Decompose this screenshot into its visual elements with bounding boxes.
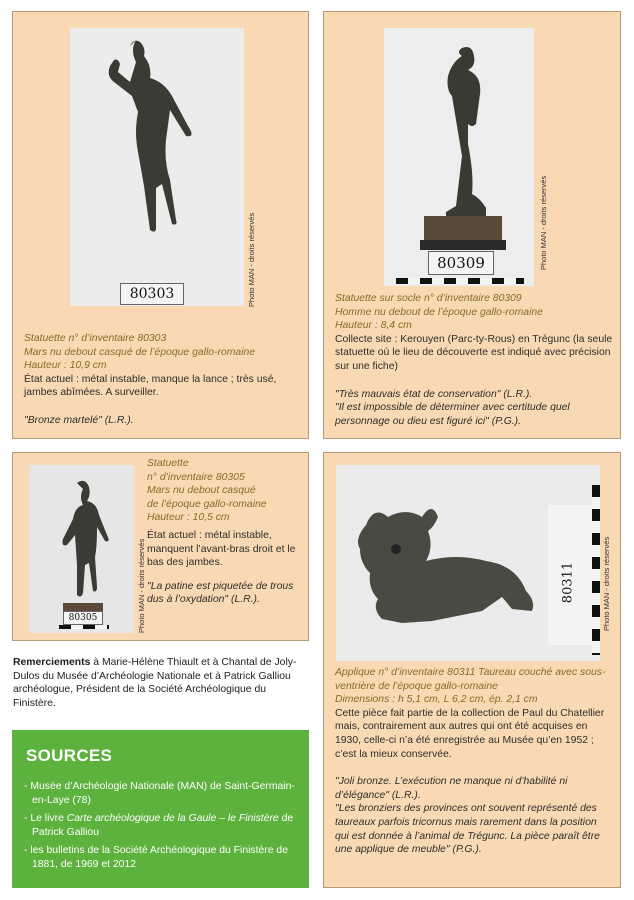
condition-text: État actuel : métal instable, manque la lance ; très usé, jambes abîmées. A surveiller.	[24, 373, 277, 399]
caption-title: Statuette sur socle n° d’inventaire 80309	[335, 293, 522, 304]
source-item: - les bulletins de la Société Archéologique du Finistère de 1881, de 1969 et 2012	[24, 845, 288, 870]
photo-credit: Photo MAN - droits réservés	[247, 212, 256, 307]
photo-credit: Photo MAN - droits réservés	[539, 175, 548, 270]
source-item: - Musée d’Archéologie Nationale (MAN) de Saint-Germain-en-Laye (78)	[24, 781, 295, 806]
caption-height: Hauteur : 8,4 cm	[335, 320, 412, 332]
sources-heading: SOURCES	[26, 746, 113, 765]
card-applique-80311	[323, 452, 621, 888]
inventory-tag: 80303	[120, 283, 184, 305]
caption-title: Applique n° d’inventaire 80311 Taureau couché avec sous-ventrière de l’époque gallo-romaine	[335, 667, 606, 692]
caption-inventory: n° d’inventaire 80305	[147, 471, 245, 483]
source-item-author: de Patrick Galliou	[32, 813, 294, 838]
figure-mars-80305	[29, 465, 134, 633]
caption-height: Hauteur : 10,9 cm	[24, 360, 107, 372]
inventory-tag	[550, 545, 586, 625]
caption-description-1: Mars nu debout casqué	[147, 485, 256, 497]
inventory-tag: 80305	[63, 611, 103, 625]
caption-description: Homme nu debout de l’époque gallo-romaine	[335, 306, 543, 318]
history-text: Cette pièce fait partie de la collection de Paul du Chatellier mais, contrairement aux autres qui ont été acquises en 1930, celle-ci n’a été enregistrée au Musée qu’en 1952 ; c’est la mieux conservée.	[335, 707, 605, 760]
source-item	[24, 812, 304, 839]
caption-dimensions: Dimensions : h 5,1 cm, L 6,2 cm, ép. 2,1 cm	[335, 694, 538, 706]
caption-title: Statuette	[147, 458, 189, 469]
inventory-tag-text: 80311	[560, 561, 576, 604]
photo-credit: Photo MAN - droits réservés	[602, 536, 611, 631]
sources-panel	[12, 730, 309, 888]
expert-quote: "La patine est piquetée de trous dus à l’oxydation" (L.R.).	[147, 580, 294, 606]
collection-site-text: Collecte site : Kerouyen (Parc-ty-Rous) en Trégunc (la seule statuette où le lieu de découverte est indiqué avec précision sur une fiche)	[335, 333, 613, 372]
scale-ruler	[59, 625, 109, 629]
caption-description-2: de l’époque gallo-romaine	[147, 498, 267, 510]
photo-credit: Photo MAN - droits réservés	[137, 538, 146, 633]
expert-quote-1: "Très mauvais état de conservation" (L.R.).	[335, 388, 533, 400]
card-statuette-80303	[12, 11, 309, 439]
scale-ruler	[396, 278, 524, 284]
acknowledgements-label: Remerciements	[13, 657, 91, 668]
expert-quote: "Bronze martelé" (L.R.).	[24, 414, 134, 426]
acknowledgements	[13, 656, 305, 710]
card-statuette-80305	[12, 452, 309, 641]
condition-text: État actuel : métal instable, manquent l’avant-bras droit et le bas des jambes.	[147, 529, 296, 569]
source-book-title: Carte archéologique de la Gaule – le Finistère	[66, 813, 279, 824]
figure-man-on-base-80309	[384, 28, 534, 286]
photo-statuette-80309	[384, 28, 534, 286]
expert-quote-1: "Joli bronze. L’exécution ne manque ni d’habilité ni d’élégance" (L.R.).	[335, 776, 568, 801]
photo-statuette-80303	[70, 28, 244, 306]
source-item-prefix: - Le livre	[24, 813, 67, 824]
figure-mars-80303	[70, 28, 244, 306]
sources-list	[24, 780, 304, 876]
inventory-tag: 80309	[428, 251, 494, 275]
expert-quote-2: "Il est impossible de déterminer avec certitude quel personnage ou dieu est figuré ici" (P.G.).	[335, 402, 570, 427]
photo-applique-80311	[336, 465, 600, 661]
card-statuette-80309	[323, 11, 621, 439]
caption-title: Statuette n° d’inventaire 80303	[24, 333, 167, 344]
scale-ruler-vertical	[592, 485, 600, 655]
caption-height: Hauteur : 10,5 cm	[147, 512, 230, 524]
acknowledgements-text: à Marie-Hélène Thiault et à Chantal de Joly-Dulos du Musée d’Archéologie Nationale et à Patrick Galliou archéologue, Président de la Société Archéologique du Finistère.	[13, 657, 297, 709]
photo-statuette-80305	[29, 465, 134, 633]
expert-quote-2: "Les bronziers des provinces ont souvent représenté des taureaux parfois tricornus mais rarement dans la position qui est donnée à l’animal de Trégunc. La pièce paraît être une applique de meuble" (P.G.).	[335, 803, 600, 856]
caption-description: Mars nu debout casqué de l’époque gallo-romaine	[24, 346, 256, 358]
